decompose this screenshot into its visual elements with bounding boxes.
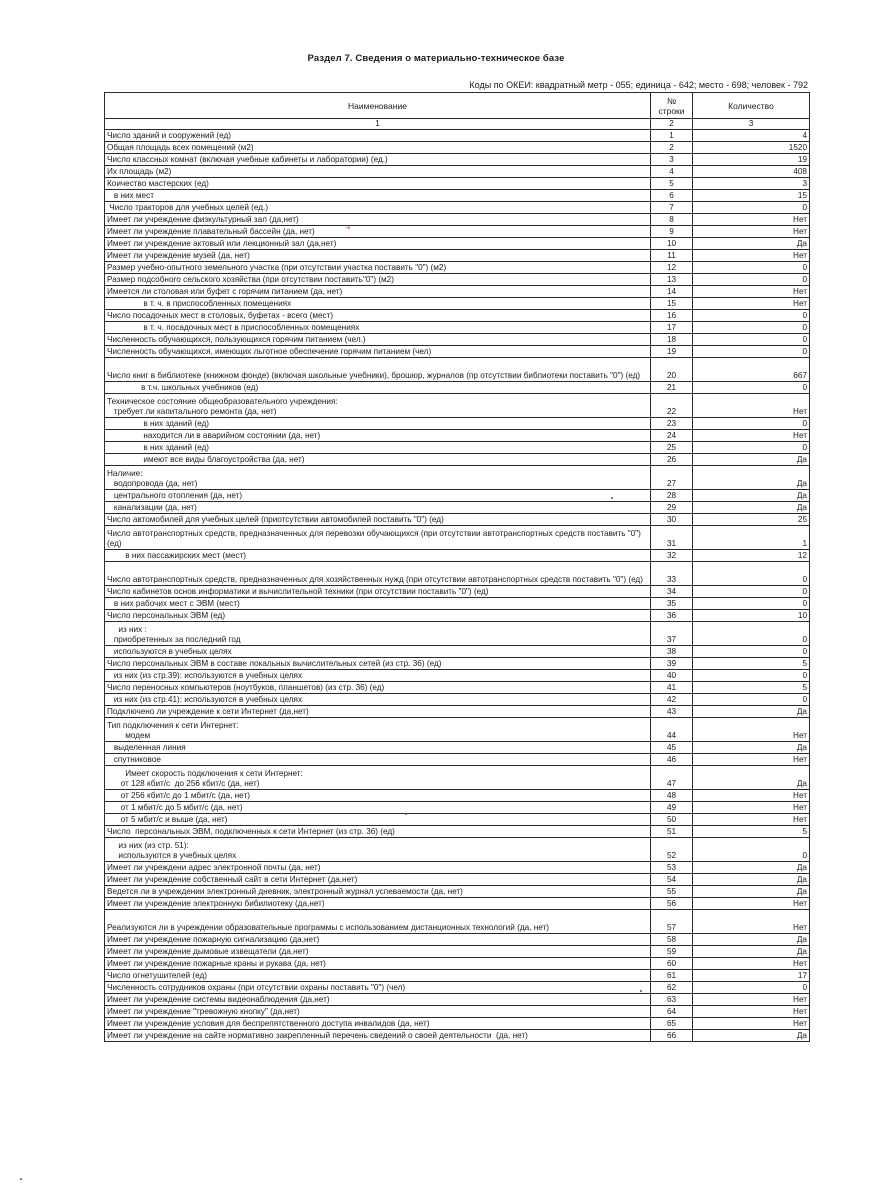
row-line-number: 37 (651, 622, 693, 646)
row-value: 0 (693, 346, 810, 358)
row-name: в них зданий (ед) (105, 418, 651, 430)
row-value: Нет (693, 958, 810, 970)
row-line-number: 23 (651, 418, 693, 430)
table-row (105, 982, 810, 994)
table-row (105, 1006, 810, 1018)
row-value: 0 (693, 202, 810, 214)
row-name: Имеет ли учреждени адрес электронной почты (да, нет) (105, 862, 651, 874)
row-value: 0 (693, 382, 810, 394)
table-row (105, 598, 810, 610)
row-value: 0 (693, 982, 810, 994)
table-row (105, 550, 810, 562)
table-row (105, 298, 810, 310)
row-value: 667 (693, 358, 810, 382)
table-row (105, 130, 810, 142)
table-row (105, 694, 810, 706)
row-line-number: 17 (651, 322, 693, 334)
table-row (105, 970, 810, 982)
row-line-number: 54 (651, 874, 693, 886)
table-row (105, 262, 810, 274)
table-row (105, 958, 810, 970)
row-line-number: 65 (651, 1018, 693, 1030)
row-value: 408 (693, 166, 810, 178)
row-name: Число автотранспортных средств, предназначенных для хозяйственных нужд (при отсутствии автотранспортных средств поставить "0") (ед) (105, 562, 651, 586)
row-line-number: 49 (651, 802, 693, 814)
row-value: Нет (693, 298, 810, 310)
row-name: Имеет ли учреждение "тревожную кнопку" (да,нет) (105, 1006, 651, 1018)
row-value: Нет (693, 1006, 810, 1018)
row-value: 0 (693, 694, 810, 706)
table-row (105, 826, 810, 838)
row-value: Нет (693, 790, 810, 802)
table-row (105, 802, 810, 814)
row-line-number: 41 (651, 682, 693, 694)
header-line: № строки (651, 93, 693, 119)
row-value: Нет (693, 430, 810, 442)
row-name: Численность сотрудников охраны (при отсутствии охраны поставить "0") (чел) (105, 982, 651, 994)
table-row (105, 754, 810, 766)
row-name: Имеет ли учреждение условия для беспрепятственного доступа инвалидов (да, нет) (105, 1018, 651, 1030)
row-line-number: 45 (651, 742, 693, 754)
row-line-number: 51 (651, 826, 693, 838)
table-row (105, 190, 810, 202)
table-row (105, 862, 810, 874)
material-technical-table (104, 92, 810, 1042)
row-name: Ведется ли в учреждении электронный дневник, электронный журнал успеваемости (да, нет) (105, 886, 651, 898)
row-line-number: 7 (651, 202, 693, 214)
table-row (105, 886, 810, 898)
row-name: канализации (да, нет) (105, 502, 651, 514)
table-row (105, 718, 810, 742)
row-name: Их площадь (м2) (105, 166, 651, 178)
table-column-numbers-row (105, 119, 810, 130)
row-name: центрального отопления (да, нет) (105, 490, 651, 502)
table-row (105, 202, 810, 214)
row-value: 0 (693, 442, 810, 454)
table-row (105, 682, 810, 694)
row-value: Да (693, 934, 810, 946)
header-name: Наименование (105, 93, 651, 119)
row-name: Подключено ли учреждение к сети Интернет (да,нет) (105, 706, 651, 718)
row-value: Да (693, 466, 810, 490)
row-value: 0 (693, 586, 810, 598)
table-row (105, 358, 810, 382)
table-row (105, 238, 810, 250)
row-name: Имеет ли учреждение системы видеонаблюдения (да,нет) (105, 994, 651, 1006)
table-row (105, 562, 810, 586)
row-name: Число классных комнат (включая учебные кабинеты и лаборатории) (ед.) (105, 154, 651, 166)
row-name: Размер учебно-опытного земельного участка (при отсутствии участка поставить "0") (м2) (105, 262, 651, 274)
row-line-number: 22 (651, 394, 693, 418)
scan-speck (20, 1178, 22, 1180)
row-name: Число посадочных мест в столовых, буфетах - всего (мест) (105, 310, 651, 322)
table-row (105, 874, 810, 886)
row-value: Да (693, 490, 810, 502)
row-value: Да (693, 454, 810, 466)
row-line-number: 38 (651, 646, 693, 658)
row-name: спутниковое (105, 754, 651, 766)
table-row (105, 898, 810, 910)
row-value: Нет (693, 250, 810, 262)
row-name: Имеет ли учреждение дымовые извещатели (да,нет) (105, 946, 651, 958)
table-row (105, 502, 810, 514)
row-name: Число персональных ЭВМ в составе локальных вычислительных сетей (из стр. 36) (ед) (105, 658, 651, 670)
table-row (105, 910, 810, 934)
row-name: Число персональных ЭВМ, подключенных к сети Интернет (из стр. 36) (ед) (105, 826, 651, 838)
row-value: 0 (693, 646, 810, 658)
row-line-number: 29 (651, 502, 693, 514)
row-value: Да (693, 502, 810, 514)
table-row (105, 670, 810, 682)
table-row (105, 766, 810, 790)
table-row (105, 226, 810, 238)
row-line-number: 43 (651, 706, 693, 718)
row-name: Имеет ли учреждение на сайте нормативно закрепленный перечень сведений о своей деятельности (да, нет) (105, 1030, 651, 1042)
row-line-number: 32 (651, 550, 693, 562)
row-line-number: 8 (651, 214, 693, 226)
row-line-number: 63 (651, 994, 693, 1006)
header-qty: Количество (693, 93, 810, 119)
row-name: Число книг в библиотеке (книжном фонде) (включая школьные учебники), брошюр, журналов (пр отсутствии библиотеки поставить "0") (ед) (105, 358, 651, 382)
row-value: 0 (693, 562, 810, 586)
row-name: Число персональных ЭВМ (ед) (105, 610, 651, 622)
row-value: 0 (693, 598, 810, 610)
scan-speck (405, 813, 407, 815)
table-row (105, 418, 810, 430)
header-num-qty: 3 (693, 119, 810, 130)
row-name: находится ли в аварийном состоянии (да, нет) (105, 430, 651, 442)
row-value: Нет (693, 910, 810, 934)
row-name: в них рабочих мест с ЭВМ (мест) (105, 598, 651, 610)
row-value: Нет (693, 286, 810, 298)
row-name: Число переносных компьютеров (ноутбуков, планшетов) (из стр. 36) (ед) (105, 682, 651, 694)
row-value: Да (693, 1030, 810, 1042)
row-value: 5 (693, 826, 810, 838)
table-row (105, 142, 810, 154)
row-line-number: 47 (651, 766, 693, 790)
row-line-number: 13 (651, 274, 693, 286)
row-name: Число кабинетов основ информатики и вычислительной техники (при отсутствии поставить "0") (ед) (105, 586, 651, 598)
row-value: Нет (693, 226, 810, 238)
row-line-number: 12 (651, 262, 693, 274)
table-row (105, 1030, 810, 1042)
row-line-number: 1 (651, 130, 693, 142)
table-row (105, 430, 810, 442)
row-name: Имеет ли учреждение актовый или лекционный зал (да,нет) (105, 238, 651, 250)
row-value: 19 (693, 154, 810, 166)
table-row (105, 442, 810, 454)
row-line-number: 4 (651, 166, 693, 178)
row-name: Общая площадь всех помещений (м2) (105, 142, 651, 154)
table-row (105, 706, 810, 718)
table-row (105, 514, 810, 526)
header-num-name: 1 (105, 119, 651, 130)
row-name: Имеет ли учреждение собственный сайт в сети Интернет (да,нет) (105, 874, 651, 886)
row-value: 0 (693, 274, 810, 286)
row-name: используются в учебных целях (105, 646, 651, 658)
row-line-number: 36 (651, 610, 693, 622)
table-row (105, 490, 810, 502)
row-line-number: 19 (651, 346, 693, 358)
row-line-number: 56 (651, 898, 693, 910)
row-name: Имеет скорость подключения к сети Интернет: от 128 кбит/с до 256 кбит/с (да, нет) (105, 766, 651, 790)
table-row (105, 346, 810, 358)
row-line-number: 57 (651, 910, 693, 934)
row-line-number: 24 (651, 430, 693, 442)
row-line-number: 35 (651, 598, 693, 610)
row-line-number: 62 (651, 982, 693, 994)
row-name: Техническое состояние общеобразовательного учреждения: требует ли капитального ремонта (да, нет) (105, 394, 651, 418)
row-name: в т. ч. посадочных мест в приспособленных помещениях (105, 322, 651, 334)
table-row (105, 322, 810, 334)
row-value: 0 (693, 670, 810, 682)
row-value: Нет (693, 754, 810, 766)
row-line-number: 10 (651, 238, 693, 250)
row-line-number: 34 (651, 586, 693, 598)
row-value: 1520 (693, 142, 810, 154)
row-line-number: 46 (651, 754, 693, 766)
row-value: 5 (693, 682, 810, 694)
row-name: Имеет ли учреждение пожарные краны и рукава (да, нет) (105, 958, 651, 970)
row-name: в них мест (105, 190, 651, 202)
table-row (105, 586, 810, 598)
row-name: из них (из стр. 51): используются в учебных целях (105, 838, 651, 862)
row-line-number: 16 (651, 310, 693, 322)
row-name: имеют все виды благоустройства (да, нет) (105, 454, 651, 466)
row-line-number: 14 (651, 286, 693, 298)
row-line-number: 18 (651, 334, 693, 346)
row-name: Имеется ли столовая или буфет с горячим питанием (да, нет) (105, 286, 651, 298)
row-name: Тип подключения к сети Интернет: модем (105, 718, 651, 742)
table-row (105, 646, 810, 658)
row-value: 12 (693, 550, 810, 562)
table-row (105, 838, 810, 862)
row-line-number: 6 (651, 190, 693, 202)
row-line-number: 2 (651, 142, 693, 154)
row-line-number: 15 (651, 298, 693, 310)
scan-speck (611, 497, 613, 499)
row-name: Численность обучающихся, пользующихся горячим питанием (чел.) (105, 334, 651, 346)
row-name: Имеет ли учреждение пожарную сигнализацию (да,нет) (105, 934, 651, 946)
table-row (105, 166, 810, 178)
table-header-row (105, 93, 810, 119)
row-line-number: 40 (651, 670, 693, 682)
row-value: 4 (693, 130, 810, 142)
row-name: Наличие: водопровода (да, нет) (105, 466, 651, 490)
row-name: Имеет ли учреждение физкультурный зал (да,нет) (105, 214, 651, 226)
row-value: 0 (693, 622, 810, 646)
row-name: Число огнетушителей (ед) (105, 970, 651, 982)
row-line-number: 33 (651, 562, 693, 586)
row-value: Да (693, 766, 810, 790)
row-name: в т.ч. школьных учебников (ед) (105, 382, 651, 394)
table-row (105, 214, 810, 226)
table-row (105, 994, 810, 1006)
row-value: Да (693, 874, 810, 886)
row-line-number: 3 (651, 154, 693, 166)
row-name: выделенная линия (105, 742, 651, 754)
row-name: Число зданий и сооружений (ед) (105, 130, 651, 142)
table-row (105, 250, 810, 262)
row-line-number: 59 (651, 946, 693, 958)
table-row (105, 454, 810, 466)
row-value: Да (693, 862, 810, 874)
row-value: Да (693, 742, 810, 754)
table-row (105, 814, 810, 826)
row-value: 17 (693, 970, 810, 982)
row-line-number: 31 (651, 526, 693, 550)
row-name: из них (из стр.39): используются в учебных целях (105, 670, 651, 682)
row-value: 3 (693, 178, 810, 190)
table-row (105, 310, 810, 322)
row-line-number: 48 (651, 790, 693, 802)
row-name: Имеет ли учреждение электронную бибилиотеку (да,нет) (105, 898, 651, 910)
row-line-number: 25 (651, 442, 693, 454)
table-row (105, 154, 810, 166)
row-line-number: 52 (651, 838, 693, 862)
row-line-number: 60 (651, 958, 693, 970)
row-name: от 256 кбит/с до 1 мбит/с (да, нет) (105, 790, 651, 802)
row-value: Да (693, 706, 810, 718)
row-line-number: 20 (651, 358, 693, 382)
row-line-number: 27 (651, 466, 693, 490)
row-line-number: 11 (651, 250, 693, 262)
row-value: 10 (693, 610, 810, 622)
row-line-number: 44 (651, 718, 693, 742)
row-line-number: 61 (651, 970, 693, 982)
table-row (105, 334, 810, 346)
row-name: из них : приобретенных за последний год (105, 622, 651, 646)
row-value: 15 (693, 190, 810, 202)
row-value: Да (693, 886, 810, 898)
row-line-number: 9 (651, 226, 693, 238)
row-value: Нет (693, 802, 810, 814)
row-line-number: 30 (651, 514, 693, 526)
row-name: Размер подсобного сельского хозяйства (при отсутствии поставить"0") (м2) (105, 274, 651, 286)
row-line-number: 21 (651, 382, 693, 394)
table-row (105, 658, 810, 670)
table-row (105, 610, 810, 622)
table-row (105, 934, 810, 946)
row-value: Нет (693, 814, 810, 826)
row-line-number: 5 (651, 178, 693, 190)
row-name: от 5 мбит/с и выше (да, нет) (105, 814, 651, 826)
row-name: Численность обучающихся, имеющих льготное обеспечение горячим питанием (чел) (105, 346, 651, 358)
row-value: 0 (693, 262, 810, 274)
row-name: Реализуются ли в учреждении образовательные программы с использованием дистанционных технологий (да, нет) (105, 910, 651, 934)
row-line-number: 26 (651, 454, 693, 466)
row-line-number: 66 (651, 1030, 693, 1042)
table-row (105, 1018, 810, 1030)
table-row (105, 790, 810, 802)
row-value: Нет (693, 994, 810, 1006)
row-line-number: 55 (651, 886, 693, 898)
row-value: 0 (693, 310, 810, 322)
scan-speck (640, 990, 642, 992)
row-value: 0 (693, 418, 810, 430)
row-line-number: 58 (651, 934, 693, 946)
table-row (105, 382, 810, 394)
row-line-number: 50 (651, 814, 693, 826)
row-value: Нет (693, 394, 810, 418)
row-name: Число тракторов для учебных целей (ед.) (105, 202, 651, 214)
row-value: Да (693, 238, 810, 250)
row-value: 0 (693, 334, 810, 346)
row-name: Число автотранспортных средств, предназначенных для перевозки обучающихся (при отсутствии автотранспортных средств поставить "0") (ед) (105, 526, 651, 550)
row-line-number: 64 (651, 1006, 693, 1018)
table-row (105, 526, 810, 550)
arrow-mark-icon: ➔ (345, 225, 351, 232)
row-value: Нет (693, 214, 810, 226)
row-name: в т. ч. в приспособленных помещениях (105, 298, 651, 310)
table-row (105, 622, 810, 646)
section-title: Раздел 7. Сведения о материально-техническое базе (307, 53, 565, 64)
row-value: 0 (693, 838, 810, 862)
table-row (105, 178, 810, 190)
row-name: в них пассажирских мест (мест) (105, 550, 651, 562)
row-value: Да (693, 946, 810, 958)
okei-codes: Коды по ОКЕИ: квадратный метр - 055; единица - 642; место - 698; человек - 792 (469, 80, 808, 90)
row-value: 0 (693, 322, 810, 334)
row-value: Нет (693, 898, 810, 910)
row-name: от 1 мбит/с до 5 мбит/с (да, нет) (105, 802, 651, 814)
row-value: Нет (693, 718, 810, 742)
row-line-number: 53 (651, 862, 693, 874)
row-name: в них зданий (ед) (105, 442, 651, 454)
table-row (105, 742, 810, 754)
table-row (105, 466, 810, 490)
row-name: Коичество мастерских (ед) (105, 178, 651, 190)
row-name: Число автомобилей для учебных целей (приотсутствии автомобилей поставить "0") (ед) (105, 514, 651, 526)
row-value: Нет (693, 1018, 810, 1030)
row-value: 5 (693, 658, 810, 670)
row-name: из них (из стр.41): используются в учебных целях (105, 694, 651, 706)
row-line-number: 28 (651, 490, 693, 502)
header-num-line: 2 (651, 119, 693, 130)
row-line-number: 42 (651, 694, 693, 706)
table-row (105, 394, 810, 418)
table-row (105, 274, 810, 286)
table-row (105, 946, 810, 958)
row-name: Имеет ли учреждение плавательный бассейн (да, нет) (105, 226, 651, 238)
table-row (105, 286, 810, 298)
row-name: Имеет ли учреждение музей (да, нет) (105, 250, 651, 262)
row-value: 25 (693, 514, 810, 526)
row-value: 1 (693, 526, 810, 550)
row-line-number: 39 (651, 658, 693, 670)
